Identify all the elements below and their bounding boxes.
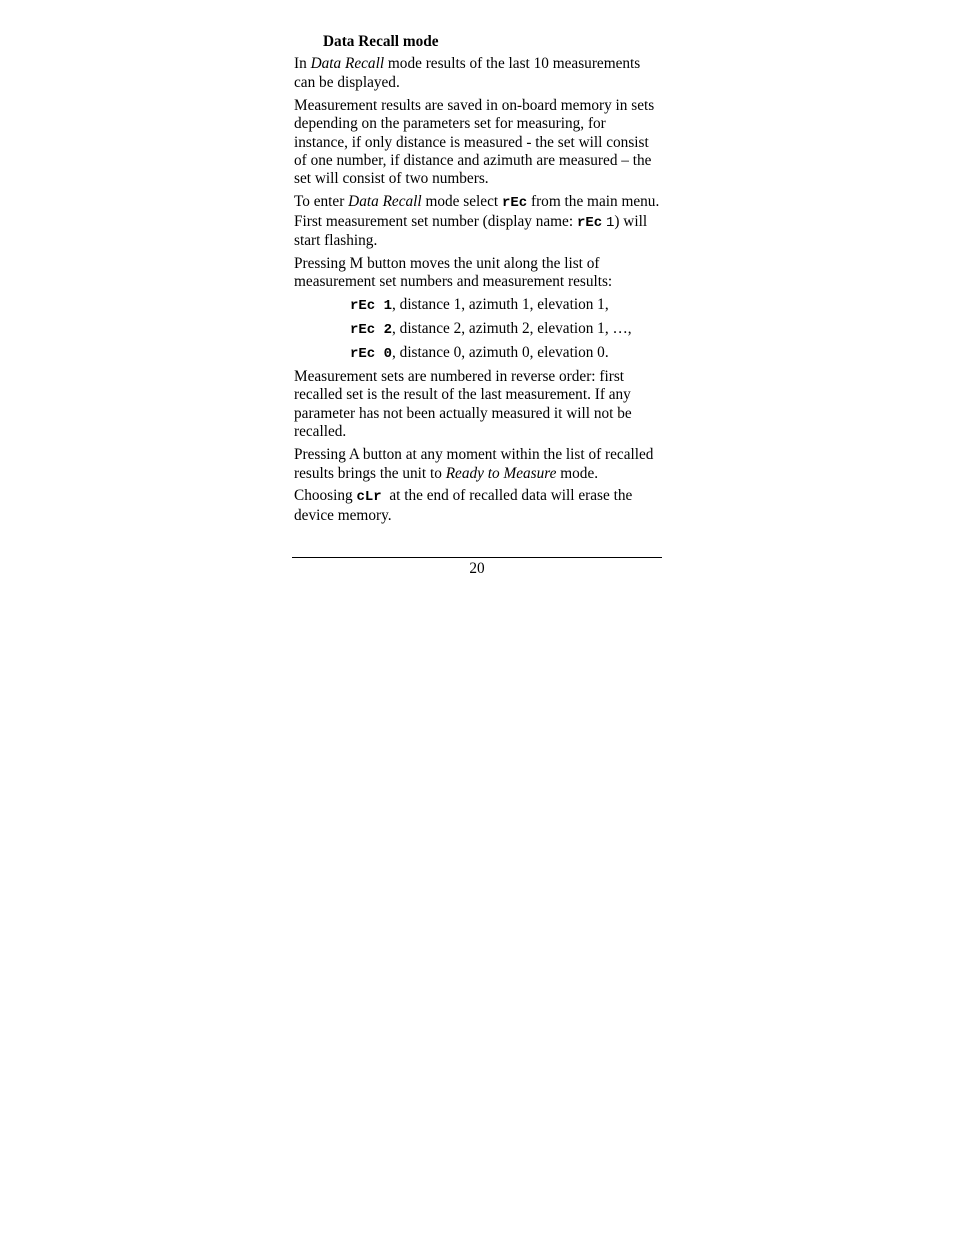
paragraph-clear: [294, 487, 662, 525]
text: from the main menu. First measurement set number (display name:: [294, 193, 660, 230]
text: , distance 0, azimuth 0, elevation 0.: [392, 344, 609, 362]
paragraph-memory: Measurement results are saved in on-board memory in sets depending on the parameters set for measuring, for instance, if only distance is measured - the set will consist of one number, if distance and azimuth are measured – the set will consist of two numbers.: [294, 96, 655, 188]
paragraph-m-button: Pressing M button moves the unit along the list of measurement set numbers and measurement results:: [294, 254, 613, 291]
display-code: rEc: [501, 195, 528, 212]
display-code: cLr: [356, 489, 382, 506]
mode-name: Ready to Measure: [445, 464, 557, 482]
paragraph-enter-mode: [294, 193, 662, 250]
mode-name: Data Recall: [310, 55, 385, 73]
display-code: rEc 2: [350, 322, 393, 339]
text: at the end of recalled data will erase the device memory.: [294, 487, 637, 524]
list-item: [350, 320, 662, 339]
text: Pressing A button at any moment within the list of recalled results brings the unit to: [294, 446, 654, 482]
section-heading: Data Recall mode: [323, 33, 439, 50]
mode-name: Data Recall: [348, 193, 422, 211]
display-code: rEc 1: [350, 298, 393, 315]
display-code: 1: [605, 214, 615, 231]
text: Choosing: [294, 487, 357, 505]
text: To enter: [294, 193, 349, 211]
footer-divider: [292, 557, 662, 558]
text: mode select: [421, 193, 502, 211]
text: mode results of the last 10 measurements can be displayed.: [294, 55, 641, 91]
list-item: [350, 344, 662, 363]
text: ) will start flashing.: [294, 212, 648, 250]
paragraph-reverse-order: Measurement sets are numbered in reverse order: first recalled set is the result of the last measurement. If any parameter has not been actually measured it will not be recalled.: [294, 368, 632, 441]
paragraph-a-button: [294, 446, 662, 483]
page-number: 20: [469, 560, 485, 577]
paragraph-intro: [294, 55, 662, 92]
text: , distance 2, azimuth 2, elevation 1, …,: [392, 320, 632, 338]
text: mode.: [556, 464, 599, 482]
display-code: rEc 0: [350, 346, 393, 363]
text: In: [294, 55, 311, 73]
display-code: rEc: [576, 214, 603, 231]
text: , distance 1, azimuth 1, elevation 1,: [392, 296, 609, 314]
page-content: [294, 33, 662, 530]
list-item: [350, 296, 662, 315]
